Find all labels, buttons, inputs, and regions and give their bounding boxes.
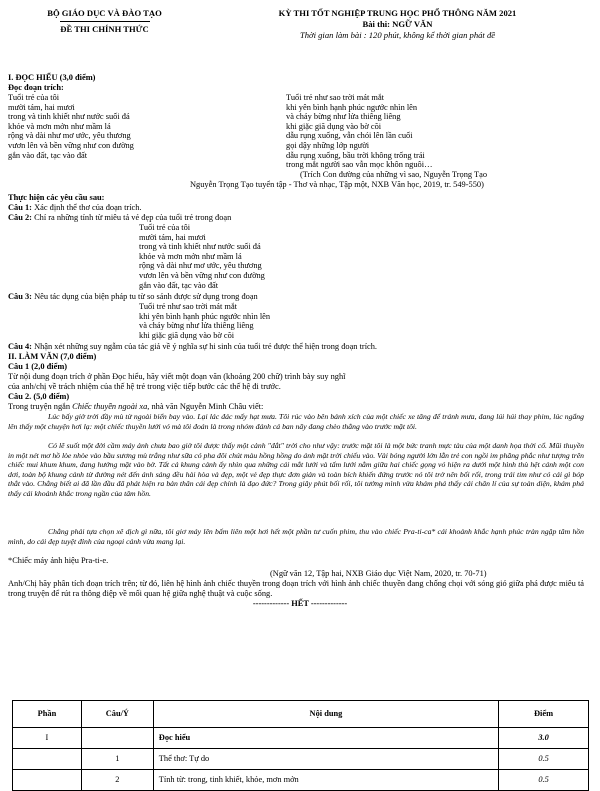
exam-time: Thời gian làm bài : 120 phút, không kể thời gian phát đề (299, 30, 496, 40)
ministry-name: BỘ GIÁO DỤC VÀ ĐÀO TẠO (47, 8, 162, 18)
header-left-rule (60, 21, 150, 22)
cell-question (81, 728, 153, 749)
poem-line: dẫu rụng xuống, vẫn chói lên lần cuối (286, 131, 413, 141)
poem-line: và cháy bừng như lửa thiêng liêng (139, 321, 254, 331)
quote-paragraph-3: Chẳng phải tựa chọn xê dịch gì nữa, tôi giơ máy lên bấm liên một hơi hết một phần tư cuốn phim, thu vào chiếc Pra-ti-ca* cái khoảnh khắc hạnh phúc tràn ngập tâm hồn mình, do cái đẹp tuyệt đỉnh của ngoại cảnh vừa mang lại. (8, 527, 584, 546)
header-question: Câu/Ý (81, 701, 153, 728)
header-score: Điểm (499, 701, 589, 728)
q3-label: Câu 3: (8, 292, 32, 301)
poem-right (286, 93, 432, 170)
poem-line: gọi dậy những lớp người (286, 140, 370, 150)
q1-label: Câu 1: (8, 203, 32, 212)
poem-line: mười tám, hai mươi (8, 102, 75, 112)
cell-content: Tính từ: trong, tinh khiết, khỏe, mơn mởn (153, 770, 498, 791)
table-header-row (13, 701, 589, 728)
exam-type: ĐỀ THI CHÍNH THỨC (60, 24, 149, 34)
header-right (205, 8, 590, 41)
poem-line: vươn lên và bền vững như con đường (8, 140, 134, 150)
part2-q1-line1: Từ nội dung đoạn trích ở phần Đọc hiểu, hãy viết một đoạn văn (khoảng 200 chữ) trình bày suy nghĩ (8, 372, 346, 381)
excerpt-source-1: (Trích Con đường của những vì sao, Nguyễn Trọng Tạo (300, 170, 488, 179)
part2-title: II. LÀM VĂN (7,0 điểm) (8, 352, 97, 361)
poem-line: vươn lên và bền vững như con đường (139, 270, 265, 280)
cell-part (13, 749, 82, 770)
poem-line: khỏe và mơn mởn như mầm lá (8, 121, 111, 131)
poem-line: Tuổi trẻ như sao trời mát mắt (139, 302, 237, 311)
poem-line: khi giặc giã dụng vào bờ cõi (139, 330, 235, 340)
answer-table (12, 700, 589, 791)
q2-text: Chỉ ra những tính từ miêu tả vẻ đẹp của tuổi trẻ trong đoạn (31, 213, 232, 222)
header-part: Phần (13, 701, 82, 728)
q3-poem (139, 302, 270, 340)
tasks-label: Thực hiện các yêu cầu sau: (8, 193, 105, 202)
poem-line: gắn vào đất, tạc vào đất (8, 150, 88, 160)
q4-reading (8, 342, 377, 352)
poem-line: mười tám, hai mươi (139, 232, 206, 242)
quote-source: (Ngữ văn 12, Tập hai, NXB Giáo dục Việt Nam, 2020, tr. 70-71) (270, 569, 487, 578)
part2-q1-title: Câu 1 (2,0 điểm) (8, 362, 68, 371)
poem-line: rộng và dài như mơ ước, yêu thương (139, 261, 262, 271)
poem-line: trong và tinh khiết như nước suối đá (8, 112, 130, 122)
poem-line: khi giặc giã dụng vào bờ cõi (286, 121, 382, 131)
q2-poem (139, 223, 265, 290)
poem-line: rộng và dài như mơ ước, yêu thương (8, 131, 131, 141)
q1-reading (8, 203, 142, 213)
work-title: Chiếc thuyền ngoài xa (72, 402, 148, 411)
q4-text: Nhận xét những suy ngẫm của tác giả về ý nghĩa sự hi sinh của tuổi trẻ được thể hiện trong đoạn trích. (31, 342, 378, 351)
poem-line: khi yên bình hạnh phúc ngước nhìn lên (286, 102, 418, 112)
cell-question: 2 (81, 770, 153, 791)
cell-score: 3.0 (499, 728, 589, 749)
poem-line: Tuổi trẻ như sao trời mát mắt (286, 93, 384, 102)
poem-line: khi yên bình hạnh phúc ngước nhìn lên (139, 311, 271, 321)
cell-content: Thể thơ: Tự do (153, 749, 498, 770)
q2-reading (8, 213, 231, 223)
q1-text: Xác định thể thơ của đoạn trích. (31, 203, 142, 212)
q4-label: Câu 4: (8, 342, 32, 351)
poem-line: Tuổi trẻ của tôi (139, 223, 191, 232)
q3-reading (8, 292, 258, 302)
poem-line: khỏe và mơn mởn như mầm lá (139, 251, 242, 261)
poem-line: Tuổi trẻ của tôi (8, 93, 60, 102)
header-left (12, 8, 197, 35)
part2-q2-intro (8, 402, 263, 412)
q3-text: Nêu tác dụng của biện pháp tu từ so sánh được sử dụng trong đoạn (31, 292, 258, 301)
poem-line: trong mắt người sao vẫn mọc khôn nguôi… (286, 160, 433, 170)
poem-line: gắn vào đất, tạc vào đất (139, 280, 219, 290)
table-row (13, 749, 589, 770)
exam-subject: Bài thi: NGỮ VĂN (362, 19, 433, 29)
cell-content: Đọc hiểu (153, 728, 498, 749)
cell-score: 0.5 (499, 749, 589, 770)
table-row (13, 728, 589, 749)
part2-q2-title: Câu 2. (5,0 điểm) (8, 392, 70, 401)
excerpt-label: Đọc đoạn trích: (8, 83, 64, 92)
cell-score: 0.5 (499, 770, 589, 791)
poem-line: trong và tinh khiết như nước suối đá (139, 242, 261, 252)
q2-label: Câu 2: (8, 213, 32, 222)
part2-q2-task: Anh/Chị hãy phân tích đoạn trích trên; từ đó, liên hệ hình ảnh chiếc thuyền trong đoạn trích với hình ảnh chiếc thuyền đang chống chọi với sóng gió giữa phá được miêu tả trong truyện để rút ra thông điệp về mối quan hệ giữa nghệ thuật và cuộc sống. (8, 579, 584, 598)
poem-left (8, 93, 134, 160)
poem-line: dẫu rụng xuống, bầu trời không trống trải (286, 150, 425, 160)
cell-question: 1 (81, 749, 153, 770)
cell-part: I (13, 728, 82, 749)
excerpt-source-2: Nguyễn Trọng Tạo tuyển tập - Thơ và nhạc, Tập một, NXB Văn học, 2019, tr. 549-550) (190, 180, 484, 189)
footnote: *Chiếc máy ảnh hiệu Pra-ti-e. (8, 556, 109, 565)
exam-title: KỲ THI TỐT NGHIỆP TRUNG HỌC PHỔ THÔNG NĂM 2021 (278, 8, 517, 18)
intro-post: , nhà văn Nguyễn Minh Châu viết: (147, 402, 264, 411)
header-content: Nội dung (153, 701, 498, 728)
cell-part (13, 770, 82, 791)
poem-line: và cháy bừng như lửa thiêng liêng (286, 112, 401, 122)
part2-q1-line2: của anh/chị về trách nhiệm của thế hệ trẻ trong việc tiếp bước các thế hệ đi trước. (8, 382, 281, 391)
quote-paragraph-1: Lúc bấy giờ trời đầy mù từ ngoài biển bay vào. Lại lác đác mấy hạt mưa. Tôi rúc vào bên bánh xích của một chiếc xe tăng để tránh mưa, đang lúi húi thay phim, lúc ngẩng lên thấy một chuyện hơi lạ: một chiếc thuyền lưới vó mà tôi đoán là trong nhóm đánh cá ban nãy đang chèo thẳng vào trước mặt tôi. (8, 412, 584, 431)
part1-title: I. ĐỌC HIỂU (3,0 điểm) (8, 73, 96, 82)
end-marker: ------------- HẾT ------------- (252, 599, 348, 608)
table-row (13, 770, 589, 791)
intro-pre: Trong truyện ngắn (8, 402, 73, 411)
quote-paragraph-2: Có lẽ suốt một đời cầm máy ảnh chưa bao giờ tôi được thấy một cảnh "đắt" trời cho như vậy: trước mặt tôi là một bức tranh mực tàu của một danh họa thời cổ. Mũi thuyền in một nét mơ hồ lòe nhòe vào bầu sương mù trắng như sữa có pha đôi chút màu hồng hồng do ánh mặt trời chiếu vào. Vài bóng người lớn lẫn trẻ con ngồi im phăng phắc như tượng trên chiếc mui khum khum, đang hướng mặt vào bờ. Tất cả khung cảnh ấy nhìn qua những cái mắt lưới và tấm lưới nằm giữa hai chiếc gọng vó hiện ra dưới một hình thù hệt cánh một con dơi, toàn bộ khung cảnh từ đường nét đến ánh sáng đều hài hòa và đẹp, một vẻ đẹp thực đơn giản và toàn bích khiến đứng trước nó tôi trở nên bối rối, trong trái tim như có cái gì bóp thắt vào. Chẳng biết ai đã lần đầu đã phát hiện ra bản thân cái đẹp chính là đạo đức? Trong giây phút bối rối, tôi tưởng mình vừa khám phá thấy cái chân lí của sự toàn diện, khám phá thấy cái khoảnh khắc trong ngần của tâm hồn. (8, 441, 584, 498)
